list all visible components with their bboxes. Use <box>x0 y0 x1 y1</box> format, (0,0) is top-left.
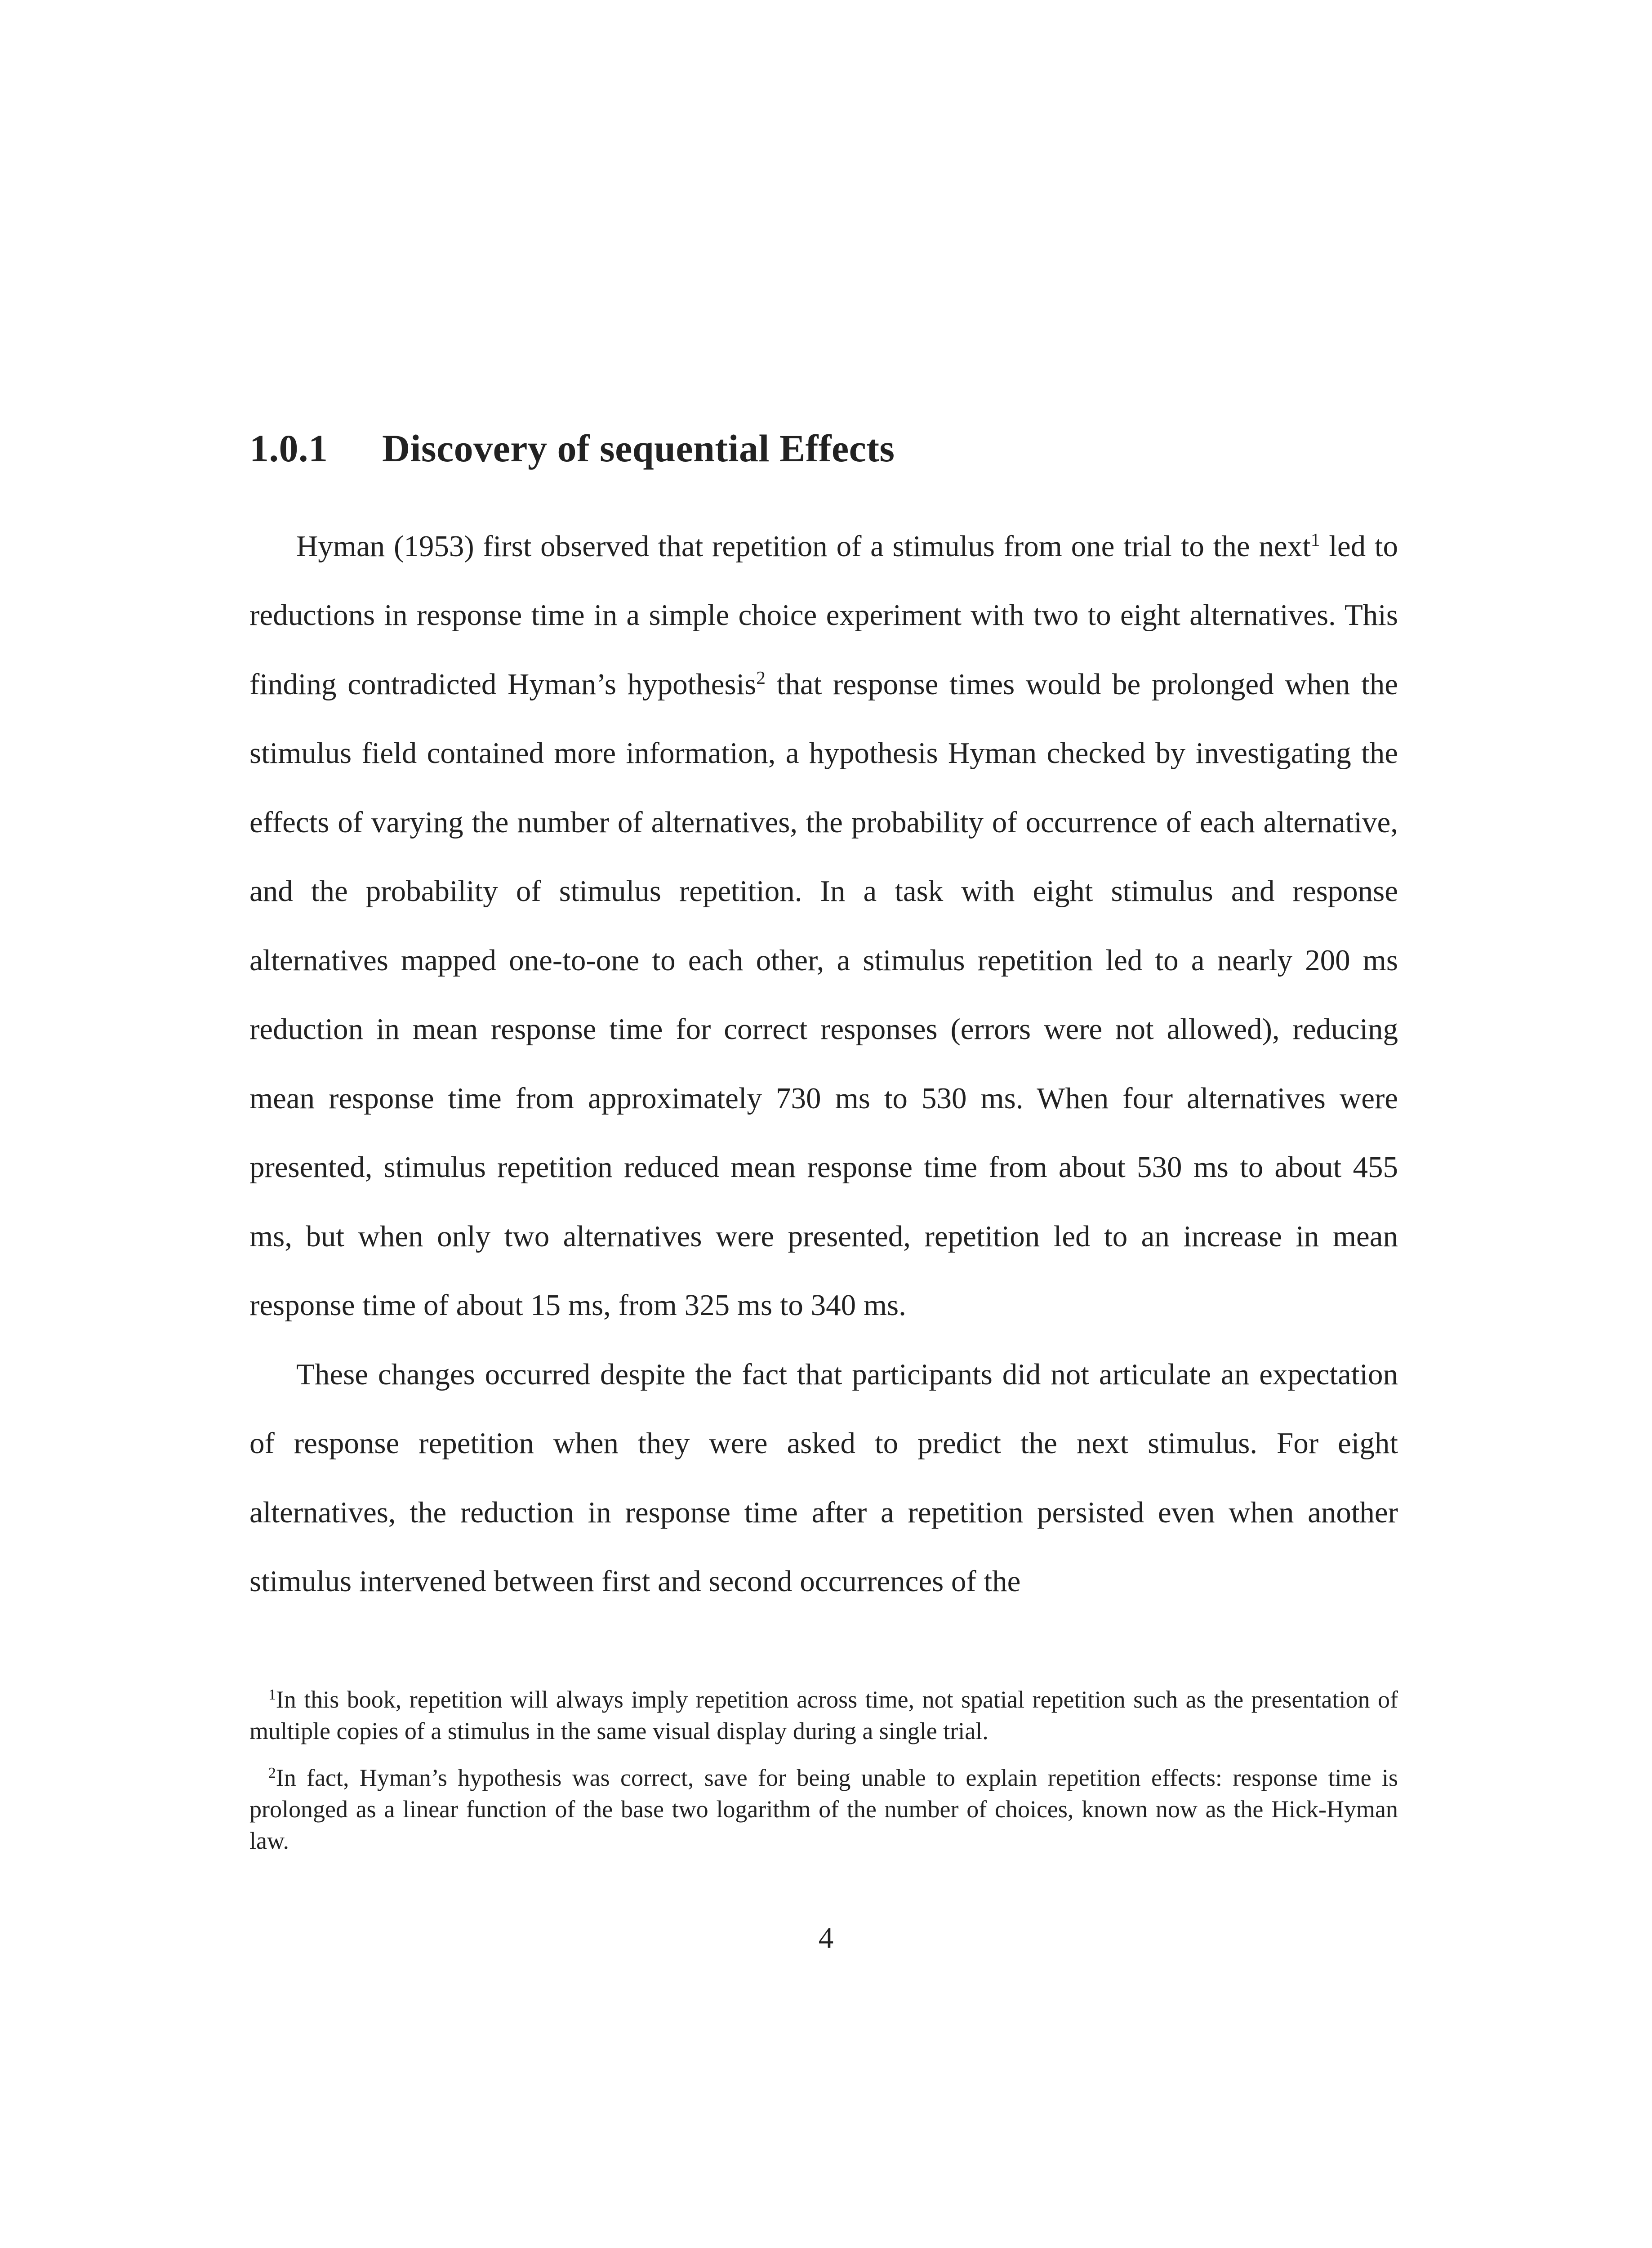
footnote-1-mark: 1 <box>268 1686 276 1703</box>
paragraph-2: These changes occurred despite the fact that participants did not articulate an expectation of response repetition when they were asked to predict the next stimulus. For eight alternatives, the reduction in response time after a repetition persisted even when another stimulus intervened between first and second occurrences of the <box>249 1357 1398 1598</box>
paragraph-1-part-3: that response times would be prolonged when the stimulus field contained more information, a hypothesis Hyman checked by investigating the effects of varying the number of alternatives, the probability of occurrence of each alternative, and the probability of stimulus repetition. In a task with eight stimulus and response alternatives mapped one-to-one to each other, a stimulus repetition led to a nearly 200 ms reduction in mean response time for correct responses (errors were not allowed), reducing mean response time from approximately 730 ms to 530 ms. When four alternatives were presented, stimulus repetition reduced mean response time from about 530 ms to about 455 ms, but when only two alternatives were presented, repetition led to an increase in mean response time of about 15 ms, from 325 ms to 340 ms. <box>249 667 1398 1322</box>
footnote-2-text: In fact, Hyman’s hypothesis was correct, save for being unable to explain repetition effects: response time is prolonged as a linear function of the base two logarithm of the number of choices, known now as the Hick-Hyman law. <box>249 1764 1398 1854</box>
section-number: 1.0.1 <box>249 427 328 470</box>
footnote-1 <box>249 1684 1398 1747</box>
page-number: 4 <box>818 1921 834 1954</box>
section-heading <box>249 426 1398 471</box>
paragraph-1-part-1: Hyman (1953) first observed that repetition of a stimulus from one trial to the next <box>296 529 1311 563</box>
footnote-ref-2: 2 <box>756 667 766 688</box>
footnote-2 <box>249 1762 1398 1856</box>
paragraph-1 <box>249 512 1398 1340</box>
footnote-2-mark: 2 <box>268 1764 276 1781</box>
section-title: Discovery of sequential Effects <box>382 427 895 470</box>
footnote-1-text: In this book, repetition will always imply repetition across time, not spatial repetition such as the presentation of multiple copies of a stimulus in the same visual display during a single trial. <box>249 1686 1398 1744</box>
paragraph-1-part-2: led to reductions in response time in a simple choice experiment with two to eight alternatives. This finding contradicted Hyman’s hypothesis <box>249 529 1398 701</box>
main-content <box>249 426 1398 1616</box>
footnotes <box>249 1684 1398 1872</box>
footnote-ref-1: 1 <box>1310 529 1320 550</box>
